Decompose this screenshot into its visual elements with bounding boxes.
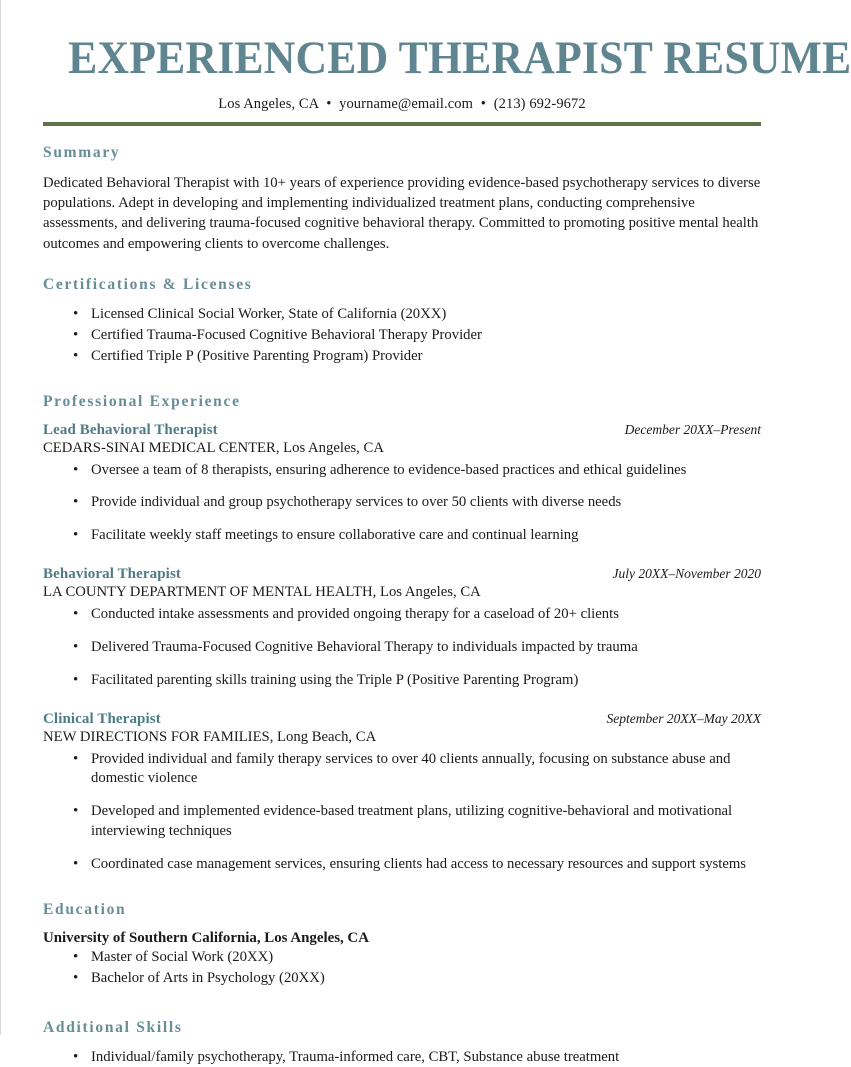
job-bullets [43, 750, 761, 875]
section-skills [43, 1019, 761, 1067]
section-heading-experience: Professional Experience [43, 393, 761, 411]
contact-location: Los Angeles, CA [218, 96, 318, 112]
experience-entry [43, 422, 761, 547]
list-item: • Developed and implemented evidence-based treatment plans, utilizing cognitive-behavioral and motivational interviewing techniques [43, 802, 761, 842]
experience-entry-header [43, 422, 761, 439]
job-bullets [43, 461, 761, 547]
job-company: CEDARS-SINAI MEDICAL CENTER, Los Angeles, CA [43, 440, 761, 457]
list-item: • Facilitated parenting skills training using the Triple P (Positive Parenting Program) [43, 671, 761, 691]
list-item: • Master of Social Work (20XX) [43, 948, 761, 968]
list-item: • Oversee a team of 8 therapists, ensuring adherence to evidence-based practices and ethical guidelines [43, 461, 761, 481]
section-certifications [43, 276, 761, 367]
section-education [43, 901, 761, 989]
experience-entry-header [43, 566, 761, 583]
experience-entry [43, 711, 761, 875]
job-dates: September 20XX–May 20XX [607, 711, 761, 727]
summary-text: Dedicated Behavioral Therapist with 10+ years of experience providing evidence-based psychotherapy services to diverse populations. Adept in developing and implementing individualized treatment plans, conducting comprehensive assessments, and delivering trauma-focused cognitive behavioral therapy. Committed to promoting positive mental health outcomes and empowering clients to overcome challenges. [43, 173, 761, 254]
job-title: Behavioral Therapist [43, 566, 181, 583]
list-item: • Certified Trauma-Focused Cognitive Behavioral Therapy Provider [43, 326, 761, 346]
certifications-list [43, 305, 761, 367]
job-title: Lead Behavioral Therapist [43, 422, 218, 439]
section-heading-education: Education [43, 901, 761, 919]
contact-separator-2: • [477, 96, 490, 113]
section-summary [43, 144, 761, 254]
contact-line [43, 96, 761, 113]
contact-phone[interactable]: (213) 692-9672 [494, 96, 586, 112]
list-item: • Bachelor of Arts in Psychology (20XX) [43, 969, 761, 989]
education-school: University of Southern California, Los Angeles, CA [43, 930, 761, 947]
experience-entry [43, 566, 761, 691]
header-divider [43, 122, 761, 126]
contact-separator-1: • [322, 96, 335, 113]
resume-header [43, 0, 761, 126]
section-heading-summary: Summary [43, 144, 761, 162]
list-item: • Provide individual and group psychotherapy services to over 50 clients with diverse needs [43, 493, 761, 513]
skills-list [43, 1048, 761, 1067]
list-item: • Licensed Clinical Social Worker, State of California (20XX) [43, 305, 761, 325]
page-title: EXPERIENCED THERAPIST RESUME [68, 0, 736, 83]
job-dates: December 20XX–Present [625, 422, 761, 438]
list-item: • Individual/family psychotherapy, Trauma-informed care, CBT, Substance abuse treatment [43, 1048, 761, 1067]
contact-email[interactable]: yourname@email.com [339, 96, 473, 112]
job-title: Clinical Therapist [43, 711, 161, 728]
job-bullets [43, 605, 761, 691]
list-item: • Conducted intake assessments and provided ongoing therapy for a caseload of 20+ clients [43, 605, 761, 625]
education-degrees-list [43, 948, 761, 989]
job-dates: July 20XX–November 2020 [613, 566, 761, 582]
job-company: NEW DIRECTIONS FOR FAMILIES, Long Beach, CA [43, 729, 761, 746]
section-heading-skills: Additional Skills [43, 1019, 761, 1037]
experience-entry-header [43, 711, 761, 728]
list-item: • Provided individual and family therapy services to over 40 clients annually, focusing on substance abuse and domestic violence [43, 750, 761, 790]
section-experience [43, 393, 761, 875]
list-item: • Delivered Trauma-Focused Cognitive Behavioral Therapy to individuals impacted by trauma [43, 638, 761, 658]
list-item: • Coordinated case management services, ensuring clients had access to necessary resources and support systems [43, 855, 761, 875]
section-heading-certifications: Certifications & Licenses [43, 276, 761, 294]
list-item: • Certified Triple P (Positive Parenting Program) Provider [43, 347, 761, 367]
list-item: • Facilitate weekly staff meetings to ensure collaborative care and continual learning [43, 526, 761, 546]
job-company: LA COUNTY DEPARTMENT OF MENTAL HEALTH, Los Angeles, CA [43, 584, 761, 601]
